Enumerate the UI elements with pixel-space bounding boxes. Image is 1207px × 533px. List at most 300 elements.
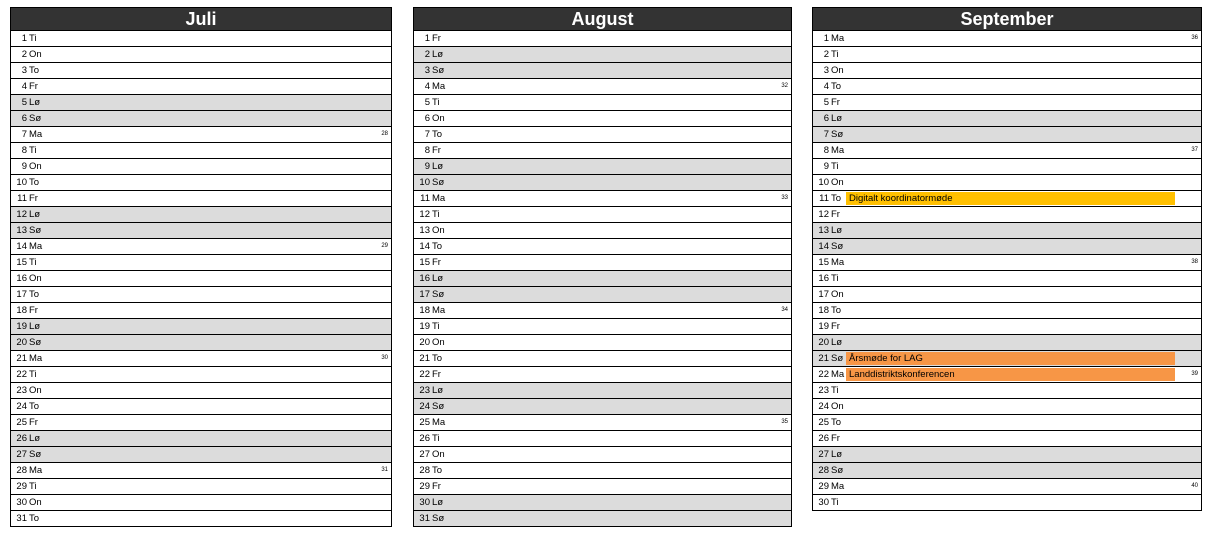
- day-number: 31: [419, 513, 430, 524]
- weekday-label: Lø: [432, 497, 444, 508]
- day-number: 14: [16, 241, 27, 252]
- day-row[interactable]: [11, 142, 391, 158]
- weekday-label: To: [29, 513, 40, 524]
- calendar-event[interactable]: Landdistriktskonferencen: [846, 368, 1175, 381]
- weekday-label: Lø: [29, 209, 41, 220]
- day-number: 11: [17, 193, 27, 204]
- weekday-label: On: [432, 113, 445, 124]
- week-number: 34: [781, 307, 788, 313]
- weekday-label: On: [831, 289, 844, 300]
- day-number: 15: [818, 257, 829, 268]
- day-row[interactable]: [813, 142, 1201, 158]
- day-number: 4: [823, 81, 829, 92]
- weekday-label: Lø: [29, 321, 41, 332]
- week-number: 39: [1191, 371, 1198, 377]
- day-row[interactable]: [11, 446, 391, 462]
- day-row[interactable]: [414, 414, 791, 430]
- day-number: 21: [419, 353, 430, 364]
- weekday-label: Lø: [432, 49, 444, 60]
- day-row[interactable]: [813, 78, 1201, 94]
- week-number: 38: [1191, 259, 1198, 265]
- day-number: 7: [424, 129, 430, 140]
- day-number: 30: [419, 497, 430, 508]
- weekday-label: Lø: [831, 113, 843, 124]
- day-number: 16: [16, 273, 27, 284]
- month-august: [413, 7, 792, 527]
- day-number: 8: [823, 145, 829, 156]
- day-row[interactable]: [414, 238, 791, 254]
- weekday-label: On: [831, 401, 844, 412]
- day-number: 24: [818, 401, 829, 412]
- weekday-label: Ma: [831, 257, 845, 268]
- weekday-label: Sø: [831, 353, 844, 364]
- weekday-label: Fr: [831, 321, 840, 332]
- day-number: 25: [419, 417, 430, 428]
- weekday-label: Ti: [831, 161, 839, 172]
- weekday-label: Lø: [831, 225, 843, 236]
- day-row[interactable]: [813, 222, 1201, 238]
- weekday-label: Fr: [831, 209, 840, 220]
- week-number: 32: [781, 83, 788, 89]
- day-row[interactable]: [813, 110, 1201, 126]
- weekday-label: Ma: [29, 465, 43, 476]
- weekday-label: Sø: [29, 225, 42, 236]
- day-number: 26: [818, 433, 829, 444]
- day-row[interactable]: [414, 94, 791, 110]
- day-row[interactable]: [11, 430, 391, 446]
- month-header: Juli: [11, 8, 391, 30]
- day-number: 19: [818, 321, 829, 332]
- day-row[interactable]: [11, 334, 391, 350]
- day-row[interactable]: [414, 462, 791, 478]
- day-row[interactable]: [11, 270, 391, 286]
- day-number: 19: [419, 321, 430, 332]
- day-row[interactable]: [414, 30, 791, 46]
- day-number: 17: [818, 289, 829, 300]
- weekday-label: Fr: [432, 481, 441, 492]
- day-number: 20: [419, 337, 430, 348]
- weekday-label: Ti: [29, 33, 37, 44]
- day-row[interactable]: [414, 254, 791, 270]
- day-number: 10: [419, 177, 430, 188]
- day-number: 29: [419, 481, 430, 492]
- week-number: 37: [1191, 147, 1198, 153]
- day-row[interactable]: [813, 318, 1201, 334]
- day-row[interactable]: [813, 62, 1201, 78]
- weekday-label: Sø: [432, 289, 445, 300]
- weekday-label: To: [432, 129, 443, 140]
- day-row[interactable]: [813, 446, 1201, 462]
- day-number: 29: [16, 481, 27, 492]
- weekday-label: Fr: [831, 97, 840, 108]
- weekday-label: To: [29, 65, 40, 76]
- day-number: 21: [818, 353, 829, 364]
- day-row[interactable]: [11, 286, 391, 302]
- weekday-label: Ma: [432, 193, 446, 204]
- day-row[interactable]: [11, 510, 391, 526]
- weekday-label: Ti: [29, 145, 37, 156]
- day-row[interactable]: [813, 126, 1201, 142]
- day-row[interactable]: [813, 270, 1201, 286]
- day-number: 11: [819, 193, 829, 204]
- day-row[interactable]: [11, 174, 391, 190]
- day-row[interactable]: [414, 46, 791, 62]
- weekday-label: On: [29, 49, 42, 60]
- weekday-label: Ma: [432, 305, 446, 316]
- day-row[interactable]: [813, 478, 1201, 494]
- day-row[interactable]: [414, 478, 791, 494]
- day-number: 2: [424, 49, 430, 60]
- day-number: 15: [419, 257, 430, 268]
- day-row[interactable]: [11, 366, 391, 382]
- day-number: 8: [424, 145, 430, 156]
- weekday-label: Lø: [432, 385, 444, 396]
- day-row[interactable]: [414, 430, 791, 446]
- calendar-event[interactable]: Digitalt koordinatormøde: [846, 192, 1175, 205]
- day-row[interactable]: [11, 222, 391, 238]
- weekday-label: Ma: [831, 369, 845, 380]
- day-number: 25: [818, 417, 829, 428]
- day-row[interactable]: [414, 318, 791, 334]
- day-number: 30: [16, 497, 27, 508]
- weekday-label: Fr: [432, 257, 441, 268]
- weekday-label: To: [29, 401, 40, 412]
- day-row[interactable]: [11, 62, 391, 78]
- weekday-label: Sø: [831, 241, 844, 252]
- month-juli: [10, 7, 392, 527]
- day-row[interactable]: [11, 110, 391, 126]
- day-row[interactable]: [813, 462, 1201, 478]
- day-number: 10: [16, 177, 27, 188]
- weekday-label: Ti: [432, 209, 440, 220]
- day-number: 16: [419, 273, 430, 284]
- weekday-label: On: [29, 385, 42, 396]
- day-number: 27: [818, 449, 829, 460]
- day-list: [11, 30, 391, 526]
- weekday-label: To: [432, 353, 443, 364]
- weekday-label: To: [831, 417, 842, 428]
- month-september: [812, 7, 1202, 511]
- day-number: 16: [818, 273, 829, 284]
- weekday-label: To: [29, 289, 40, 300]
- weekday-label: Ma: [29, 353, 43, 364]
- weekday-label: Fr: [432, 145, 441, 156]
- day-row[interactable]: [813, 30, 1201, 46]
- day-number: 3: [823, 65, 829, 76]
- day-number: 9: [823, 161, 829, 172]
- day-row[interactable]: [813, 382, 1201, 398]
- weekday-label: Sø: [432, 513, 445, 524]
- weekday-label: To: [432, 465, 443, 476]
- day-row[interactable]: [813, 494, 1201, 510]
- day-row[interactable]: [11, 30, 391, 46]
- weekday-label: Ti: [831, 385, 839, 396]
- weekday-label: To: [29, 177, 40, 188]
- weekday-label: Ma: [29, 241, 43, 252]
- month-header: September: [813, 8, 1201, 30]
- day-number: 28: [419, 465, 430, 476]
- day-number: 12: [419, 209, 430, 220]
- weekday-label: Ti: [432, 433, 440, 444]
- day-number: 5: [21, 97, 27, 108]
- day-number: 20: [16, 337, 27, 348]
- weekday-label: Sø: [29, 337, 42, 348]
- day-row[interactable]: [414, 126, 791, 142]
- day-number: 1: [823, 33, 829, 44]
- day-row[interactable]: [414, 302, 791, 318]
- weekday-label: Lø: [831, 449, 843, 460]
- day-row[interactable]: [414, 110, 791, 126]
- weekday-label: Ti: [29, 481, 37, 492]
- day-list: [813, 30, 1201, 510]
- day-row[interactable]: [414, 286, 791, 302]
- day-row[interactable]: [813, 430, 1201, 446]
- day-number: 30: [818, 497, 829, 508]
- day-row[interactable]: [11, 190, 391, 206]
- day-row[interactable]: [414, 350, 791, 366]
- weekday-label: On: [29, 161, 42, 172]
- day-number: 1: [424, 33, 430, 44]
- day-number: 12: [16, 209, 27, 220]
- day-number: 22: [818, 369, 829, 380]
- day-row[interactable]: [11, 382, 391, 398]
- weekday-label: Sø: [831, 129, 844, 140]
- weekday-label: On: [432, 449, 445, 460]
- day-number: 18: [16, 305, 27, 316]
- day-number: 19: [16, 321, 27, 332]
- calendar-event[interactable]: Årsmøde for LAG: [846, 352, 1175, 365]
- week-number: 30: [381, 355, 388, 361]
- day-row[interactable]: [11, 318, 391, 334]
- day-number: 2: [21, 49, 27, 60]
- day-row[interactable]: [414, 334, 791, 350]
- day-list: [414, 30, 791, 526]
- weekday-label: Lø: [29, 97, 41, 108]
- weekday-label: On: [432, 337, 445, 348]
- weekday-label: On: [831, 177, 844, 188]
- weekday-label: Fr: [29, 193, 38, 204]
- day-row[interactable]: [414, 158, 791, 174]
- weekday-label: On: [432, 225, 445, 236]
- day-number: 9: [21, 161, 27, 172]
- week-number: 28: [381, 131, 388, 137]
- weekday-label: Fr: [29, 81, 38, 92]
- day-number: 26: [16, 433, 27, 444]
- day-number: 5: [424, 97, 430, 108]
- weekday-label: Ti: [432, 321, 440, 332]
- weekday-label: Fr: [29, 417, 38, 428]
- day-row[interactable]: [414, 206, 791, 222]
- day-number: 13: [16, 225, 27, 236]
- weekday-label: Lø: [831, 337, 843, 348]
- day-row[interactable]: [11, 206, 391, 222]
- day-row[interactable]: [414, 446, 791, 462]
- weekday-label: On: [831, 65, 844, 76]
- day-number: 15: [16, 257, 27, 268]
- weekday-label: Ti: [831, 497, 839, 508]
- day-row[interactable]: [414, 142, 791, 158]
- weekday-label: Ma: [831, 481, 845, 492]
- weekday-label: Ma: [432, 417, 446, 428]
- day-number: 14: [419, 241, 430, 252]
- day-number: 2: [823, 49, 829, 60]
- day-row[interactable]: [11, 462, 391, 478]
- day-number: 9: [424, 161, 430, 172]
- weekday-label: Sø: [432, 401, 445, 412]
- day-number: 27: [419, 449, 430, 460]
- day-row[interactable]: [813, 174, 1201, 190]
- weekday-label: Fr: [831, 433, 840, 444]
- day-row[interactable]: [11, 78, 391, 94]
- day-number: 10: [818, 177, 829, 188]
- day-number: 3: [21, 65, 27, 76]
- day-number: 11: [420, 193, 430, 204]
- weekday-label: To: [831, 81, 842, 92]
- day-number: 31: [16, 513, 27, 524]
- day-number: 25: [16, 417, 27, 428]
- day-row[interactable]: [813, 334, 1201, 350]
- day-row[interactable]: [414, 270, 791, 286]
- day-number: 13: [818, 225, 829, 236]
- weekday-label: Ti: [831, 49, 839, 60]
- weekday-label: Fr: [432, 369, 441, 380]
- day-number: 21: [16, 353, 27, 364]
- week-number: 35: [781, 419, 788, 425]
- day-row[interactable]: [11, 478, 391, 494]
- day-row[interactable]: [11, 254, 391, 270]
- day-row[interactable]: [813, 238, 1201, 254]
- weekday-label: Ma: [432, 81, 446, 92]
- day-row[interactable]: [11, 238, 391, 254]
- day-row[interactable]: [414, 78, 791, 94]
- weekday-label: Sø: [432, 65, 445, 76]
- day-number: 23: [419, 385, 430, 396]
- day-row[interactable]: [11, 126, 391, 142]
- day-row[interactable]: [813, 398, 1201, 414]
- day-row[interactable]: [414, 494, 791, 510]
- day-number: 28: [818, 465, 829, 476]
- day-row[interactable]: [414, 398, 791, 414]
- weekday-label: Fr: [29, 305, 38, 316]
- day-row[interactable]: [11, 94, 391, 110]
- day-row[interactable]: [813, 94, 1201, 110]
- day-row[interactable]: [11, 398, 391, 414]
- day-number: 7: [823, 129, 829, 140]
- day-row[interactable]: [11, 302, 391, 318]
- weekday-label: On: [29, 273, 42, 284]
- day-number: 17: [16, 289, 27, 300]
- day-number: 23: [818, 385, 829, 396]
- weekday-label: Ti: [432, 97, 440, 108]
- day-row[interactable]: [414, 190, 791, 206]
- day-number: 22: [419, 369, 430, 380]
- day-number: 18: [818, 305, 829, 316]
- day-row[interactable]: [813, 206, 1201, 222]
- day-row[interactable]: [813, 366, 1201, 382]
- week-number: 33: [781, 195, 788, 201]
- day-row[interactable]: [813, 414, 1201, 430]
- weekday-label: Ma: [831, 33, 845, 44]
- day-number: 5: [823, 97, 829, 108]
- day-number: 24: [419, 401, 430, 412]
- weekday-label: Lø: [432, 161, 444, 172]
- day-number: 20: [818, 337, 829, 348]
- day-row[interactable]: [414, 382, 791, 398]
- weekday-label: Sø: [29, 113, 42, 124]
- day-row[interactable]: [414, 174, 791, 190]
- weekday-label: Ti: [831, 273, 839, 284]
- weekday-label: To: [831, 305, 842, 316]
- week-number: 36: [1191, 35, 1198, 41]
- weekday-label: On: [29, 497, 42, 508]
- day-number: 23: [16, 385, 27, 396]
- day-number: 24: [16, 401, 27, 412]
- weekday-label: Ti: [29, 369, 37, 380]
- weekday-label: Ma: [29, 129, 43, 140]
- day-row[interactable]: [414, 366, 791, 382]
- day-number: 8: [21, 145, 27, 156]
- day-number: 18: [419, 305, 430, 316]
- day-row[interactable]: [414, 510, 791, 526]
- weekday-label: Ti: [29, 257, 37, 268]
- day-number: 4: [21, 81, 27, 92]
- day-number: 12: [818, 209, 829, 220]
- day-row[interactable]: [813, 190, 1201, 206]
- day-row[interactable]: [414, 62, 791, 78]
- weekday-label: To: [831, 193, 842, 204]
- day-row[interactable]: [813, 254, 1201, 270]
- day-row[interactable]: [813, 286, 1201, 302]
- day-row[interactable]: [11, 414, 391, 430]
- weekday-label: Sø: [831, 465, 844, 476]
- weekday-label: Sø: [29, 449, 42, 460]
- day-row[interactable]: [11, 350, 391, 366]
- day-row[interactable]: [11, 46, 391, 62]
- day-number: 17: [419, 289, 430, 300]
- day-row[interactable]: [813, 350, 1201, 366]
- weekday-label: To: [432, 241, 443, 252]
- weekday-label: Ma: [831, 145, 845, 156]
- weekday-label: Fr: [432, 33, 441, 44]
- day-number: 7: [21, 129, 27, 140]
- day-number: 6: [424, 113, 430, 124]
- day-number: 29: [818, 481, 829, 492]
- day-number: 14: [818, 241, 829, 252]
- day-number: 28: [16, 465, 27, 476]
- week-number: 40: [1191, 483, 1198, 489]
- day-row[interactable]: [11, 494, 391, 510]
- day-row[interactable]: [813, 46, 1201, 62]
- week-number: 31: [381, 467, 388, 473]
- day-number: 6: [21, 113, 27, 124]
- day-row[interactable]: [813, 302, 1201, 318]
- day-row[interactable]: [414, 222, 791, 238]
- day-row[interactable]: [813, 158, 1201, 174]
- weekday-label: Lø: [432, 273, 444, 284]
- day-number: 6: [823, 113, 829, 124]
- weekday-label: Sø: [432, 177, 445, 188]
- day-number: 4: [424, 81, 430, 92]
- day-number: 3: [424, 65, 430, 76]
- day-row[interactable]: [11, 158, 391, 174]
- day-number: 26: [419, 433, 430, 444]
- day-number: 13: [419, 225, 430, 236]
- day-number: 1: [21, 33, 27, 44]
- week-number: 29: [381, 243, 388, 249]
- month-header: August: [414, 8, 791, 30]
- day-number: 27: [16, 449, 27, 460]
- weekday-label: Lø: [29, 433, 41, 444]
